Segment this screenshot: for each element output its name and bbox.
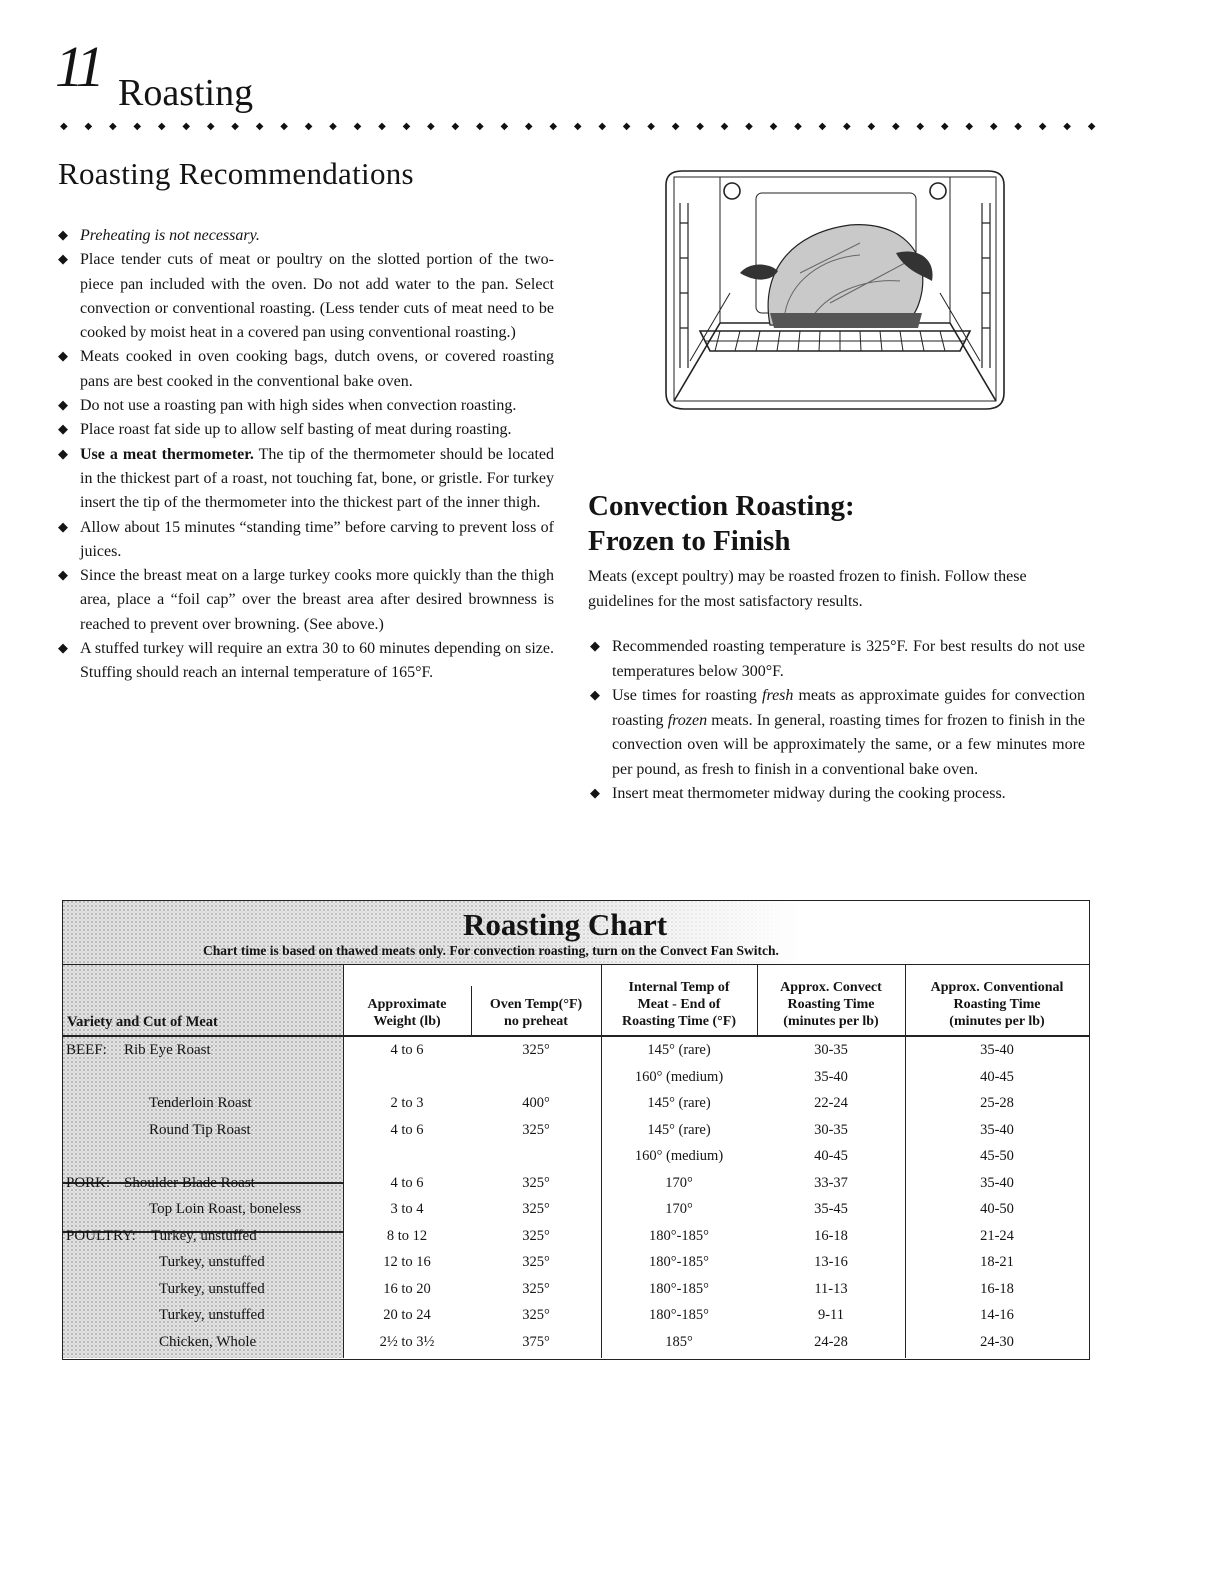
oven-temp-cell: 325° <box>522 1042 550 1058</box>
convect-time-cell: 16-18 <box>814 1227 848 1244</box>
oven-temp-cell: 325° <box>522 1254 550 1270</box>
internal-temp-cell: 160° (medium) <box>634 1068 724 1085</box>
convect-time-cell: 35-45 <box>814 1201 848 1217</box>
list-item-text: Since the breast meat on a large turkey cooks more quickly than the thigh area, place a “foil cap” over the breast area after desired brownness is reached to prevent over browning. (See above.) <box>80 567 554 633</box>
guideline-item <box>590 635 1085 684</box>
internal-temp-cell: 180°-185° <box>649 1280 709 1297</box>
list-item-text: Do not use a roasting pan with high sides when convection roasting. <box>80 397 517 415</box>
bullet-diamond-icon: ◆ <box>58 252 68 268</box>
internal-temp-cell: 145° (rare) <box>647 1121 711 1138</box>
header-variety: Variety and Cut of Meat <box>67 1014 218 1030</box>
page-title: Roasting <box>118 72 254 114</box>
header-oven-temp-line: Oven Temp(°F) <box>489 997 583 1012</box>
convect-time-cell: 9-11 <box>817 1307 845 1323</box>
meat-cut: Chicken, Whole <box>159 1333 257 1350</box>
list-item-text: Insert meat thermometer midway during the cooking process. <box>612 785 1006 802</box>
meat-cut: Tenderloin Roast <box>149 1095 252 1111</box>
conventional-time-cell: 24-30 <box>980 1333 1014 1350</box>
convect-time-cell: 40-45 <box>814 1148 848 1164</box>
conventional-time-cell: 35-40 <box>980 1174 1014 1191</box>
chart-title: Roasting Chart <box>463 907 668 942</box>
meat-cut: Turkey, unstuffed <box>159 1307 265 1323</box>
meat-category: PORK: <box>66 1174 111 1191</box>
list-item-text: Place roast fat side up to allow self basting of meat during roasting. <box>80 421 512 439</box>
bullet-diamond-icon: ◆ <box>58 349 68 365</box>
bullet-diamond-icon: ◆ <box>58 398 68 414</box>
internal-temp-cell: 170° <box>665 1201 693 1217</box>
convection-heading-line2: Frozen to Finish <box>588 525 791 557</box>
chart-header-row <box>63 964 1089 1035</box>
oven-temp-cell: 325° <box>522 1227 550 1244</box>
oven-roasting-illustration <box>660 163 1010 413</box>
bullet-diamond-icon: ◆ <box>58 568 68 584</box>
header-weight-line: Weight (lb) <box>373 1014 441 1029</box>
header-internal-temp-line: Roasting Time (°F) <box>622 1014 736 1029</box>
header-convect-time-line: (minutes per lb) <box>783 1014 879 1029</box>
bullet-diamond-icon: ◆ <box>58 446 68 462</box>
meat-cut: Turkey, unstuffed <box>159 1254 265 1270</box>
meat-cut: Round Tip Roast <box>149 1121 251 1138</box>
header-convect-time <box>758 979 904 1030</box>
recommendation-item <box>58 564 554 637</box>
convect-time-cell: 30-35 <box>814 1042 848 1058</box>
recommendations-list <box>58 224 554 686</box>
roasting-chart-table <box>62 900 1090 1360</box>
header-conventional-time-line: Approx. Conventional <box>930 980 1064 995</box>
recommendation-item <box>58 443 554 516</box>
conventional-time-cell: 16-18 <box>980 1280 1014 1297</box>
recommendation-item <box>58 248 554 345</box>
convect-time-cell: 13-16 <box>814 1254 848 1270</box>
guideline-item <box>590 782 1085 807</box>
recommendation-item <box>58 516 554 565</box>
convect-time-cell: 24-28 <box>814 1333 848 1350</box>
header-conventional-time <box>906 979 1088 1030</box>
bullet-diamond-icon: ◆ <box>58 641 68 657</box>
meat-category: POULTRY: <box>66 1227 136 1244</box>
meat-cut: Turkey, unstuffed <box>159 1280 265 1297</box>
weight-cell: 12 to 16 <box>383 1254 431 1270</box>
internal-temp-cell: 170° <box>665 1174 693 1191</box>
diamond-rule-divider: ◆ ◆ ◆ ◆ ◆ ◆ ◆ ◆ ◆ ◆ ◆ ◆ ◆ ◆ ◆ ◆ ◆ ◆ ◆ ◆ ◆ ◆ ◆ ◆ ◆ ◆ ◆ ◆ ◆ ◆ ◆ ◆ ◆ ◆ ◆ ◆ ◆ ◆ ◆ ◆ ◆ ◆ ◆ <box>60 121 1096 132</box>
list-item-text: Place tender cuts of meat or poultry on the slotted portion of the two-piece pan included with the oven. Do not add water to the pan. Select convection or conventional roasting. (Less tender cuts of meat need to be cooked by moist heat in a covered pan using conventional roasting.) <box>80 251 554 342</box>
internal-temp-cell: 180°-185° <box>649 1307 709 1323</box>
recommendation-item <box>58 224 554 248</box>
weight-cell: 4 to 6 <box>390 1174 424 1191</box>
recommendation-item <box>58 637 554 686</box>
recommendation-item <box>58 345 554 394</box>
convect-time-cell: 30-35 <box>814 1121 848 1138</box>
header-internal-temp <box>602 979 756 1030</box>
page-number: 11 <box>55 34 101 99</box>
header-weight <box>344 996 470 1030</box>
bullet-diamond-icon: ◆ <box>58 228 68 243</box>
recommendation-item <box>58 394 554 418</box>
weight-cell: 4 to 6 <box>390 1121 424 1138</box>
meat-category: BEEF: <box>66 1042 107 1058</box>
list-item-text: The tip of the thermometer should be located in the thickest part of a roast, not touching fat, bone, or gristle. For turkey insert the tip of the thermometer into the thickest part of the inner thigh. <box>80 445 555 512</box>
list-item-text: Meats cooked in oven cooking bags, dutch ovens, or covered roasting pans are best cooked in the conventional bake oven. <box>80 348 554 390</box>
conventional-time-cell: 35-40 <box>980 1121 1014 1138</box>
header-internal-temp-line: Internal Temp of <box>628 980 730 995</box>
oven-temp-cell: 375° <box>522 1333 550 1350</box>
bullet-diamond-icon: ◆ <box>58 519 68 535</box>
list-item-text: frozen <box>667 711 708 729</box>
list-item-text: Use a meat thermometer. <box>80 445 254 463</box>
conventional-time-cell: 40-45 <box>980 1068 1014 1085</box>
weight-cell: 2½ to 3½ <box>379 1333 435 1350</box>
header-weight-line: Approximate <box>367 997 447 1012</box>
internal-temp-cell: 180°-185° <box>649 1227 709 1244</box>
weight-cell: 3 to 4 <box>390 1201 424 1217</box>
weight-cell: 20 to 24 <box>383 1307 431 1323</box>
internal-temp-cell: 160° (medium) <box>634 1148 724 1164</box>
list-item-text: A stuffed turkey will require an extra 30 to 60 minutes depending on size. Stuffing should reach an internal temperature of 165°F. <box>80 640 554 682</box>
header-conventional-time-line: (minutes per lb) <box>949 1014 1045 1029</box>
meat-cut: Rib Eye Roast <box>124 1042 211 1058</box>
oven-temp-cell: 400° <box>522 1095 550 1111</box>
internal-temp-cell: 180°-185° <box>649 1254 709 1270</box>
weight-cell: 16 to 20 <box>383 1280 431 1297</box>
list-item-text: Recommended roasting temperature is 325°F. For best results do not use temperatures below 300°F. <box>612 638 1085 680</box>
header-oven-temp <box>472 996 600 1030</box>
oven-temp-cell: 325° <box>522 1174 550 1191</box>
oven-temp-cell: 325° <box>522 1121 550 1138</box>
header-conventional-time-line: Roasting Time <box>953 997 1041 1012</box>
conventional-time-cell: 18-21 <box>980 1254 1014 1270</box>
convect-time-cell: 11-13 <box>814 1280 848 1297</box>
weight-cell: 2 to 3 <box>390 1095 424 1111</box>
bullet-diamond-icon: ◆ <box>590 639 600 654</box>
convection-guidelines-list <box>590 635 1085 807</box>
conventional-time-cell: 35-40 <box>980 1042 1014 1058</box>
convection-intro: Meats (except poultry) may be roasted frozen to finish. Follow these guidelines for the most satisfactory results. <box>588 568 1027 610</box>
convect-time-cell: 33-37 <box>814 1174 848 1191</box>
bullet-diamond-icon: ◆ <box>590 688 600 703</box>
meat-cut: Shoulder Blade Roast <box>124 1174 255 1191</box>
internal-temp-cell: 145° (rare) <box>647 1042 711 1058</box>
recommendation-item <box>58 418 554 442</box>
list-item-text: Allow about 15 minutes “standing time” before carving to prevent loss of juices. <box>80 518 554 560</box>
conventional-time-cell: 21-24 <box>980 1227 1014 1244</box>
weight-cell: 4 to 6 <box>390 1042 424 1058</box>
convect-time-cell: 22-24 <box>814 1095 848 1111</box>
internal-temp-cell: 145° (rare) <box>647 1095 711 1111</box>
internal-temp-cell: 185° <box>665 1333 693 1350</box>
list-item-text: meats as approximate guides for convection roasting <box>612 687 1086 729</box>
oven-temp-cell: 325° <box>522 1201 550 1217</box>
list-item-text: fresh <box>762 687 794 704</box>
guideline-item <box>590 684 1085 782</box>
convection-heading-line1: Convection Roasting: <box>588 490 855 522</box>
bullet-diamond-icon: ◆ <box>58 422 68 438</box>
conventional-time-cell: 14-16 <box>980 1307 1014 1323</box>
section-heading: Roasting Recommendations <box>58 156 414 191</box>
chart-note: Chart time is based on thawed meats only. For convection roasting, turn on the Convect Fan Switch. <box>203 943 779 958</box>
oven-temp-cell: 325° <box>522 1307 550 1323</box>
convection-heading <box>588 489 855 559</box>
meat-cut: Turkey, unstuffed <box>151 1227 257 1244</box>
conventional-time-cell: 25-28 <box>980 1095 1014 1111</box>
header-oven-temp-line: no preheat <box>504 1014 568 1029</box>
bullet-diamond-icon: ◆ <box>590 786 600 801</box>
list-item-text: Use times for roasting <box>612 687 762 704</box>
oven-temp-cell: 325° <box>522 1280 550 1297</box>
weight-cell: 8 to 12 <box>386 1227 428 1244</box>
chart-body <box>63 1036 1089 1358</box>
list-item-text: meats. In general, roasting times for frozen to finish in the convection oven will be approximately the same, or a few minutes more per pound, as fresh to finish in a conventional bake oven. <box>612 711 1086 778</box>
header-convect-time-line: Approx. Convect <box>780 980 882 995</box>
meat-cut: Top Loin Roast, boneless <box>149 1201 302 1217</box>
convect-time-cell: 35-40 <box>814 1068 848 1085</box>
list-item-text: Preheating is not necessary. <box>80 227 260 244</box>
header-internal-temp-line: Meat - End of <box>637 997 721 1012</box>
conventional-time-cell: 45-50 <box>980 1148 1014 1164</box>
header-convect-time-line: Roasting Time <box>787 997 875 1012</box>
conventional-time-cell: 40-50 <box>980 1201 1014 1217</box>
